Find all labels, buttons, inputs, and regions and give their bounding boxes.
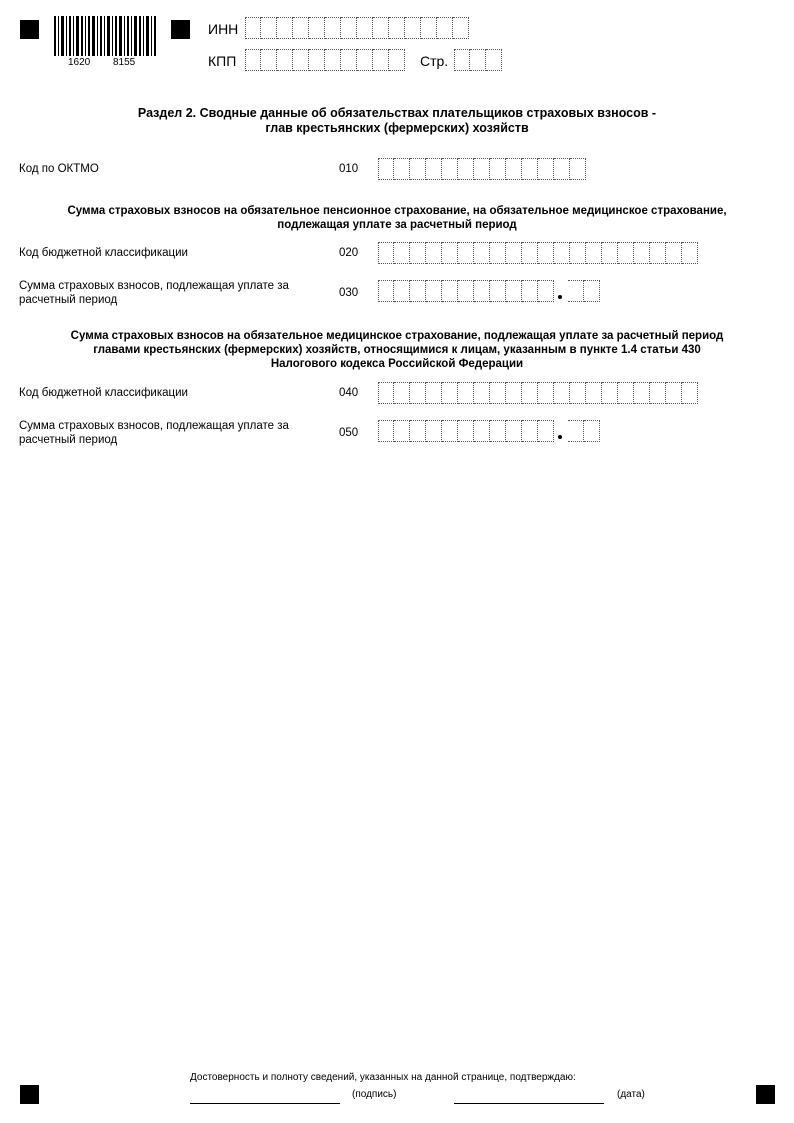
inn-field[interactable]: [245, 17, 469, 39]
medical-subtitle-line1: Сумма страховых взносов на обязательное медицинское страхование, подлежащая уплате за расчетный период: [70, 330, 724, 342]
corner-marker-bottom-right: [756, 1085, 775, 1104]
medical-subtitle-line2: главами крестьянских (фермерских) хозяйств, относящимися к лицам, указанным в пункте 1.4 статьи 430: [93, 344, 701, 356]
page-label: Стр.: [420, 53, 449, 69]
pension-subtitle-line1: Сумма страховых взносов на обязательное пенсионное страхование, на обязательное медицинское страхование,: [67, 205, 727, 217]
pension-sum-label-line2: расчетный период: [19, 294, 118, 306]
pension-kbk-code: 020: [339, 247, 359, 259]
medical-subtitle-line3: Налогового кодекса Российской Федерации: [270, 358, 524, 370]
pension-sum-code: 030: [339, 287, 359, 299]
medical-kbk-label: Код бюджетной классификации: [19, 387, 188, 399]
medical-kbk-code: 040: [339, 387, 359, 399]
oktmo-field[interactable]: [378, 158, 586, 180]
pension-subtitle-line2: подлежащая уплате за расчетный период: [277, 219, 517, 231]
kpp-label: КПП: [208, 53, 237, 69]
signature-label: (подпись): [352, 1089, 397, 1100]
pension-sum-label-line1: Сумма страховых взносов, подлежащая уплате за: [19, 280, 289, 292]
barcode-number-right: 8155: [113, 57, 136, 68]
corner-marker-bottom-left: [20, 1085, 39, 1104]
pension-kbk-label: Код бюджетной классификации: [19, 247, 188, 259]
corner-marker-top-right: [171, 20, 190, 39]
medical-kbk-field[interactable]: [378, 382, 698, 404]
kpp-field[interactable]: [245, 49, 405, 71]
signature-line[interactable]: [190, 1103, 340, 1104]
medical-sum-label-line1: Сумма страховых взносов, подлежащая уплате за: [19, 420, 289, 432]
oktmo-label: Код по ОКТМО: [19, 163, 99, 175]
inn-label: ИНН: [208, 21, 239, 37]
date-label: (дата): [617, 1089, 645, 1100]
barcode-icon: [54, 16, 158, 56]
medical-sum-code: 050: [339, 427, 359, 439]
oktmo-code: 010: [339, 163, 359, 175]
barcode-number-left: 1620: [68, 57, 91, 68]
pension-sum-field[interactable]: [378, 280, 600, 302]
date-line[interactable]: [454, 1103, 604, 1104]
medical-sum-label-line2: расчетный период: [19, 434, 118, 446]
corner-marker-top-left: [20, 20, 39, 39]
section-title-line1: Раздел 2. Сводные данные об обязательствах плательщиков страховых взносов -: [137, 106, 657, 120]
confirm-text: Достоверность и полноту сведений, указанных на данной странице, подтверждаю:: [190, 1072, 576, 1083]
page-number-field[interactable]: [454, 49, 502, 71]
medical-sum-field[interactable]: [378, 420, 600, 442]
pension-kbk-field[interactable]: [378, 242, 698, 264]
section-title-line2: глав крестьянских (фермерских) хозяйств: [265, 121, 529, 135]
